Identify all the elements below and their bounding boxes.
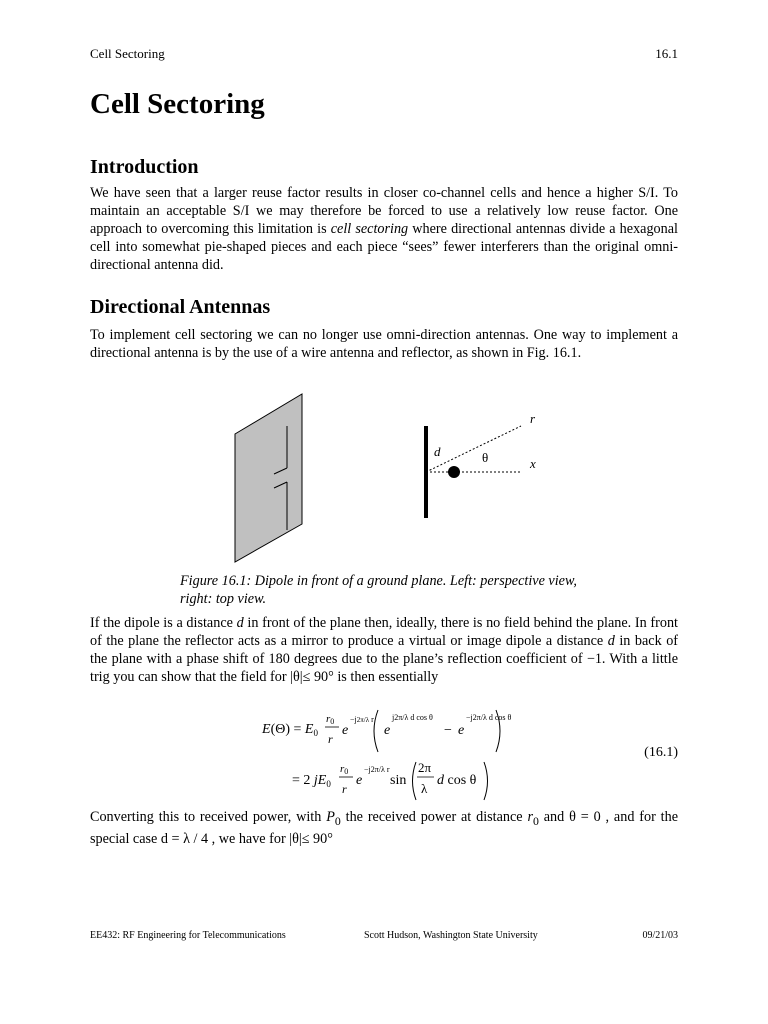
section-heading-directional-antennas: Directional Antennas (90, 296, 271, 318)
eq-e3: e (458, 723, 465, 738)
footer-date: 09/21/03 (642, 930, 678, 941)
body2-var-d1: d (236, 615, 244, 631)
eq2-2pi: 2π (418, 760, 432, 775)
intro-text-b: where directional antennas divide a hexagonal cell into somewhat pie-shaped pieces and each piece “sees” fewer interferers than the original omni-directional antenna did. (90, 221, 678, 273)
label-theta: θ (482, 450, 489, 465)
label-r: r (530, 411, 536, 426)
body3-sub-r: 0 (532, 813, 539, 828)
eq-exp1: −j2π/λ r (350, 715, 374, 724)
equation-line-2 (292, 760, 488, 800)
body2-text-a: If the dipole is a distance (90, 615, 237, 631)
body2-var-d2: d (607, 633, 615, 649)
eq-e1: e (342, 723, 349, 738)
top-view (426, 411, 536, 518)
body-paragraph-2 (90, 614, 678, 686)
eq-e2: e (384, 723, 391, 738)
body3-text-c: the received power at distance (340, 809, 528, 825)
body3-text-a: Converting this to received power, with (90, 809, 327, 825)
eq2-exp: −j2π/λ r (364, 765, 390, 774)
body3-sub-p: 0 (334, 813, 341, 828)
page-title: Cell Sectoring (90, 88, 265, 120)
body2-text-c: in front of the plane then, ideally, there is no field behind the plane. In front of the plane the reflector acts as a mirror to produce a virtual or image dipole a distance (90, 615, 678, 649)
ground-plane (235, 394, 302, 562)
eq-exp3: −j2π/λ d cos θ (466, 713, 512, 722)
intro-paragraph (90, 184, 678, 274)
eq-exp2: j2π/λ d cos θ (392, 713, 433, 722)
intro-text-a: We have seen that a larger reuse factor results in closer co-channel cells and hence a higher S/I. To maintain an acceptable S/I we may therefore be forced to use a relatively low reuse factor. One approach to overcoming this limitation is (90, 185, 678, 237)
footer-author: Scott Hudson, Washington State University (364, 930, 538, 941)
body2-text-e: in back of the plane with a phase shift of 180 degrees due to the plane’s reflection coefficient of −1. With a little trig you can show that the field for |θ|≤ 90° is then essentially (90, 633, 679, 685)
footer-course: EE432: RF Engineering for Telecommunications (90, 930, 286, 941)
eq2-r0-num: r0 (340, 763, 349, 776)
directional-paragraph: To implement cell sectoring we can no longer use omni-direction antennas. One way to implement a directional antenna is by the use of a wire antenna and reflector, as shown in Fig. 16.1. (90, 327, 678, 361)
eq-paren-open (374, 710, 378, 752)
eq-paren-close (496, 710, 500, 752)
label-x: x (530, 456, 536, 471)
eq-lhs: $E(\Theta) = E_0$ (262, 722, 318, 738)
eq-r0-num: r0 (326, 713, 335, 726)
eq-r-den: r (328, 732, 333, 746)
body3-var-p: P (326, 809, 335, 825)
body3-text-e: and θ = 0 , and for the special case d = λ / 4 , we have for |θ|≤ 90° (90, 809, 678, 847)
running-header-title: Cell Sectoring (90, 46, 165, 61)
eq2-paren-open (413, 762, 417, 800)
body3-var-r: r (527, 809, 533, 825)
eq-minus: − (444, 723, 452, 738)
eq2-lambda: λ (421, 781, 428, 796)
figure-dipole-ground-plane (228, 388, 548, 568)
figure-caption: Figure 16.1: Dipole in front of a ground plane. Left: perspective view, right: top view. (180, 573, 577, 607)
eq2-lhs: = 2 $jE_0$ (292, 773, 331, 789)
page-number: 16.1 (655, 46, 678, 61)
eq2-dcos: d cos θ (437, 773, 477, 788)
equation-line-1 (261, 710, 512, 752)
intro-emphasis: cell sectoring (330, 221, 409, 237)
eq2-r-den: r (342, 782, 347, 796)
eq2-sin: sin (390, 773, 407, 788)
eq2-e: e (356, 773, 363, 788)
label-d: d (434, 444, 441, 459)
section-heading-introduction: Introduction (90, 156, 199, 178)
perspective-view (235, 394, 302, 562)
body-paragraph-3 (90, 808, 678, 848)
equation-number: (16.1) (644, 745, 678, 760)
eq2-paren-close (484, 762, 488, 800)
